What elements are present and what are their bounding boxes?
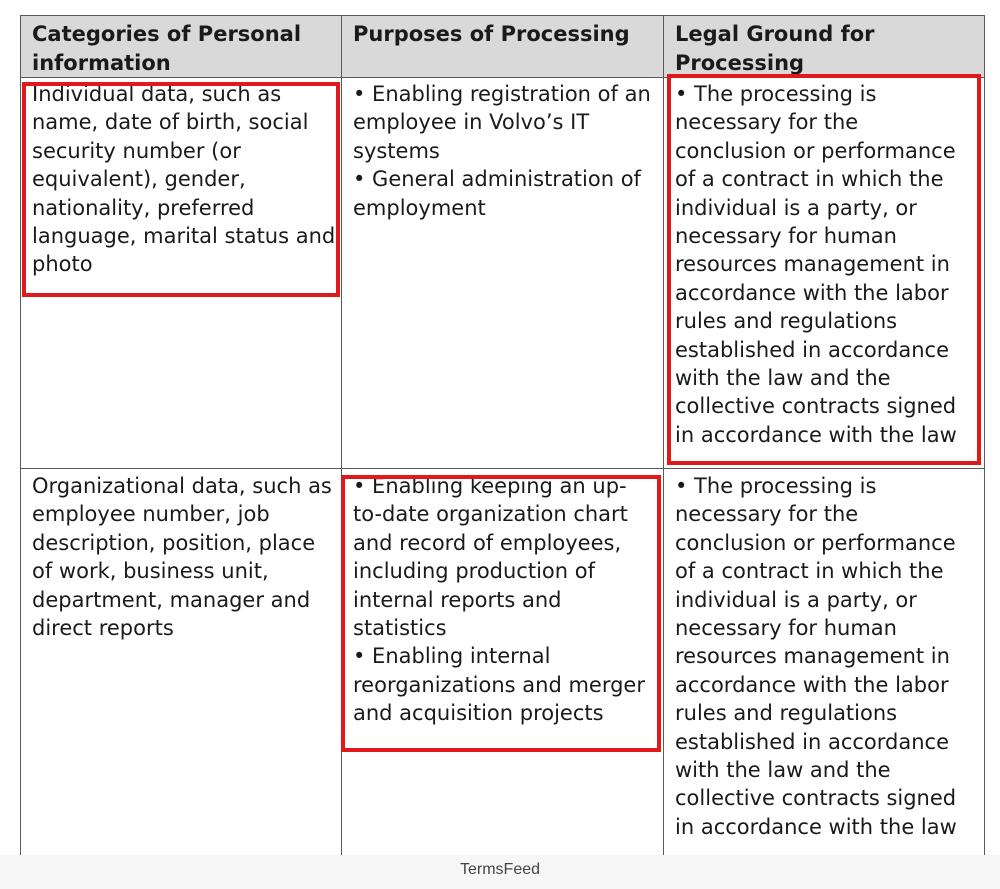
highlight-box-legal-ground [667, 74, 981, 465]
column-divider [663, 16, 664, 855]
header-legal-ground: Legal Ground for Processing [675, 22, 875, 75]
header-purposes: Purposes of Processing [353, 22, 630, 46]
row-divider [21, 468, 984, 469]
header-categories: Categories of Personal information [32, 22, 302, 75]
row1-category-cell: Individual data, such as name, date of birth, social security number (or equivalent), gender, nationality, preferred language, marital status and photo [32, 82, 336, 277]
highlight-box-purposes [341, 475, 661, 752]
footer-brand: TermsFeed [459, 861, 541, 878]
row1-purpose-cell: • Enabling registration of an employee in Volvo’s IT systems • General administration of employment [353, 82, 651, 220]
highlight-box-categories [22, 82, 340, 297]
row1-legal-cell: • The processing is necessary for the conclusion or performance of a contract in which the individual is a party, or necessary for human resources management in accordance with the labor rules and regulations established in accordance with the law and the collective contracts signed in accordance with the law [675, 82, 957, 447]
row2-purpose-cell: • Enabling keeping an up- to-date organization chart and record of employees, including production of internal reports and statistics • Enabling internal reorganizations and merger and acquisition projects [353, 474, 645, 726]
row2-legal-cell: • The processing is necessary for the conclusion or performance of a contract in which the individual is a party, or necessary for human resources management in accordance with the labor rules and regulations established in accordance with the law and the collective contracts signed in accordance with the law [675, 474, 957, 839]
row2-category-cell: Organizational data, such as employee number, job description, position, place of work, business unit, department, manager and direct reports [32, 474, 332, 641]
